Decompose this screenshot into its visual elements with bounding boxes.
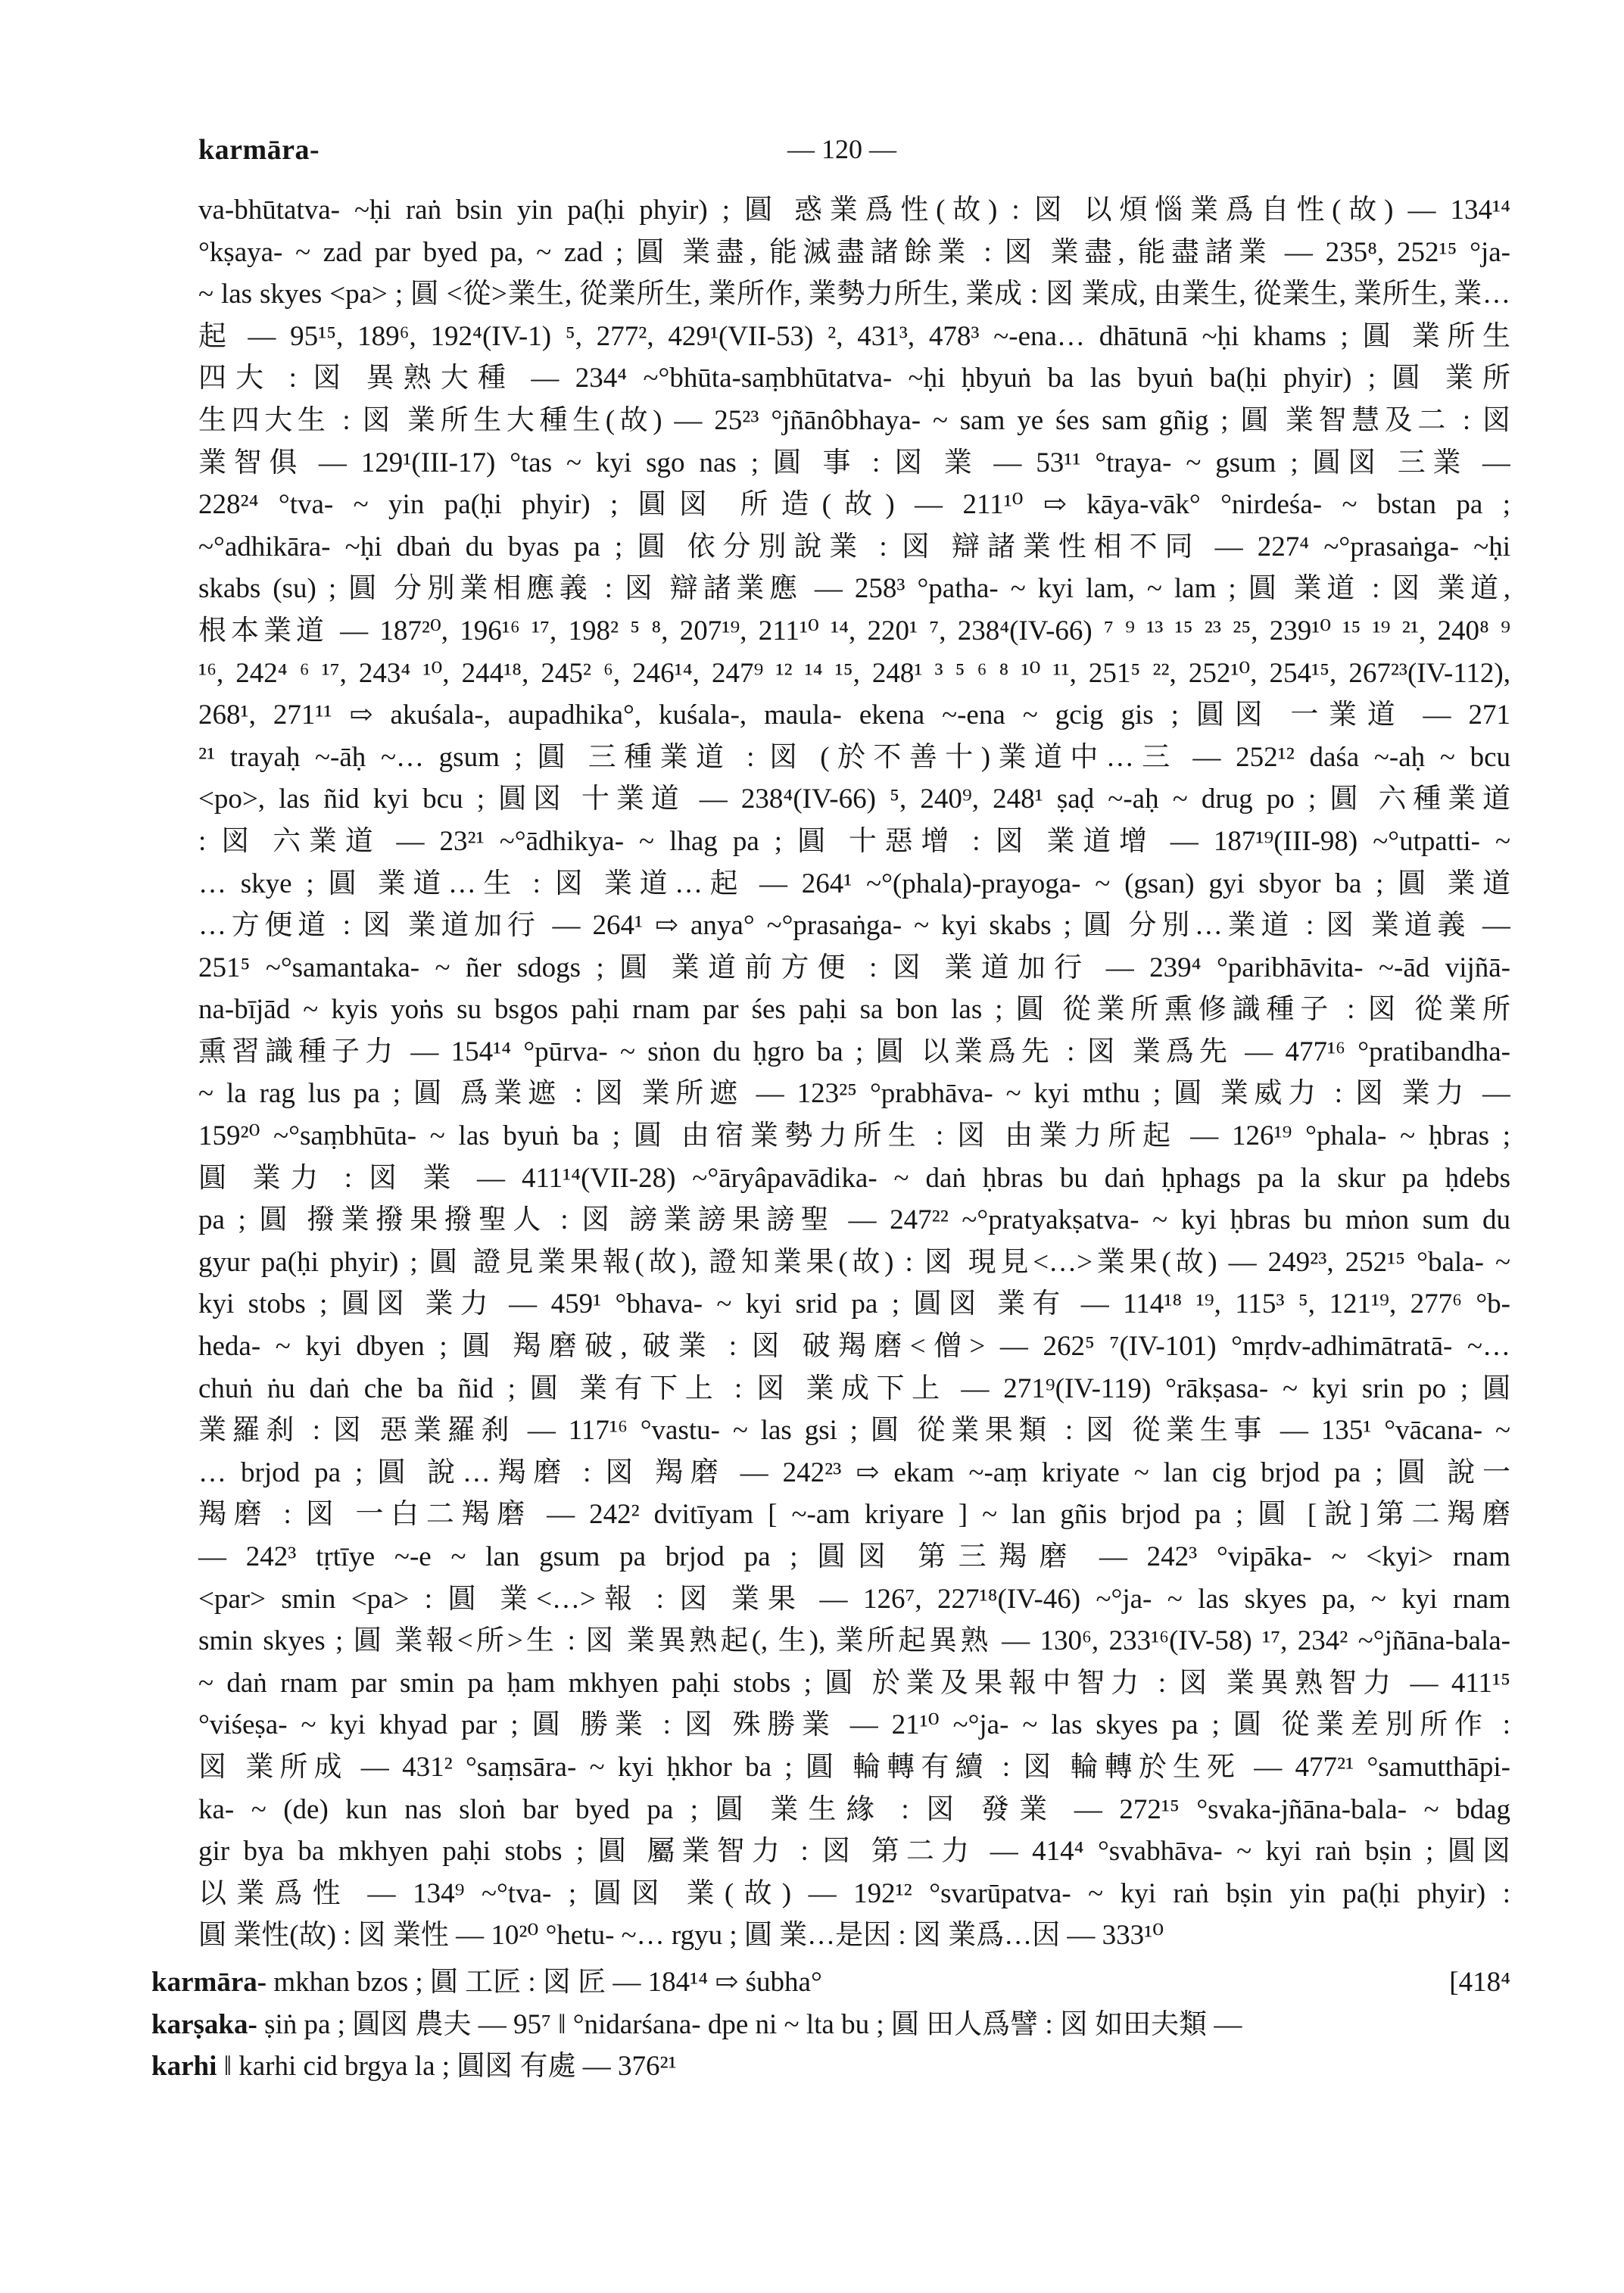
entry-line: 四大 : 図 異熟大種 — 234⁴ ~°bhūta-saṃbhūtatva- ~ḥi ḥbyuṅ ba las byuṅ ba(ḥi phyir) ; 圓 業所 bbox=[198, 363, 1510, 394]
entry-line: va-bhūtatva- ~ḥi raṅ bsin yin pa(ḥi phyir) ; 圓 惑業爲性(故) : 図 以煩惱業爲自性(故) — 134¹⁴ bbox=[198, 195, 1510, 226]
entry-karsaka bbox=[151, 2004, 1510, 2046]
entry-headword: karmāra- bbox=[151, 1966, 267, 1998]
running-headword: karmāra- bbox=[198, 134, 320, 166]
entry-line: … brjod pa ; 圓 說…羯磨 : 図 羯磨 — 242²³ ⇨ ekam ~-aṃ kriyate ~ lan cig brjod pa ; 圓 說一 bbox=[198, 1456, 1510, 1488]
entry-line: 圓 業性(故) : 図 業性 — 10²⁰ °hetu- ~… rgyu ; 圓 業…是因 : 図 業爲…因 — 333¹⁰ bbox=[198, 1920, 1164, 1952]
entry-line: 生四大生 : 図 業所生大種生(故) — 25²³ °jñānôbhaya- ~ sam ye śes sam gñig ; 圓 業智慧及二 : 図 bbox=[198, 404, 1510, 436]
entry-line: …方便道 : 図 業道加行 — 264¹ ⇨ anya° ~°prasaṅga- ~ kyi skabs ; 圓 分別…業道 : 図 業道義 — bbox=[198, 910, 1510, 942]
entry-line: 圓 業力 : 図 業 — 411¹⁴(VII-28) ~°āryâpavādika- ~ daṅ ḥbras bu daṅ ḥphags pa la skur pa ḥdebs bbox=[198, 1162, 1510, 1194]
entry-headword: karṣaka- bbox=[151, 2008, 257, 2040]
entry-line: 業智俱 — 129¹(III-17) °tas ~ kyi sgo nas ; 圓 事 : 図 業 — 53¹¹ °traya- ~ gsum ; 圓図 三業 — bbox=[198, 447, 1510, 478]
entry-line: 228²⁴ °tva- ~ yin pa(ḥi phyir) ; 圓図 所造(故) — 211¹⁰ ⇨ kāya-vāk° °nirdeśa- ~ bstan pa ; bbox=[198, 489, 1510, 521]
entry-line: 起 — 95¹⁵, 189⁶, 192⁴(IV-1) ⁵, 277², 429¹(VII-53) ², 431³, 478³ ~-ena… dhātunā ~ḥi khams ; 圓 業所生 bbox=[198, 320, 1510, 352]
entry-line: pa ; 圓 撥業撥果撥聖人 : 図 謗業謗果謗聖 — 247²² ~°pratyakṣatva- ~ kyi ḥbras bu mṅon sum du bbox=[198, 1204, 1510, 1236]
entry-karmara bbox=[151, 1961, 1510, 2004]
entry-line: ~ las skyes <pa> ; 圓 <從>業生, 從業所生, 業所作, 業勢力所生, 業成 : 図 業成, 由業生, 從業生, 業所生, 業… bbox=[198, 279, 1510, 310]
entry-line: ²¹ trayaḥ ~-āḥ ~… gsum ; 圓 三種業道 : 図 (於不善十)業道中…三 — 252¹² daśa ~-aḥ ~ bcu bbox=[198, 741, 1510, 773]
entry-line: 159²⁰ ~°saṃbhūta- ~ las byuṅ ba ; 圓 由宿業勢力所生 : 図 由業力所起 — 126¹⁹ °phala- ~ ḥbras ; bbox=[198, 1120, 1510, 1152]
entry-line: <par> smin <pa> : 圓 業<…>報 : 図 業果 — 126⁷, 227¹⁸(IV-46) ~°ja- ~ las skyes pa, ~ kyi rnam bbox=[198, 1583, 1510, 1615]
entry-line: ¹⁶, 242⁴ ⁶ ¹⁷, 243⁴ ¹⁰, 244¹⁸, 245² ⁶, 246¹⁴, 247⁹ ¹² ¹⁴ ¹⁵, 248¹ ³ ⁵ ⁶ ⁸ ¹⁰ ¹¹, 251⁵ ²², 252¹⁰, 254¹⁵, 267²³(IV-112), bbox=[198, 657, 1510, 689]
entry-text: mkhan bzos ; 圓 工匠 : 図 匠 — 184¹⁴ ⇨ śubha° bbox=[273, 1966, 822, 1998]
entry-text: ‖ karhi cid brgya la ; 圓図 有處 — 376²¹ bbox=[223, 2051, 677, 2083]
entry-line: 以業爲性 — 134⁹ ~°tva- ; 圓図 業(故) — 192¹² °svarūpatva- ~ kyi raṅ bṣin yin pa(ḥi phyir) : bbox=[198, 1877, 1510, 1909]
entry-line: 根本業道 — 187²⁰, 196¹⁶ ¹⁷, 198² ⁵ ⁸, 207¹⁹, 211¹⁰ ¹⁴, 220¹ ⁷, 238⁴(IV-66) ⁷ ⁹ ¹³ ¹⁵ ²³ ²⁵, 239¹⁰ ¹⁵ ¹⁹ ²¹, 240⁸ ⁹ bbox=[198, 615, 1510, 646]
entry-text: ṣiṅ pa ; 圓図 農夫 — 95⁷ ‖ °nidarśana- dpe ni ~ lta bu ; 圓 田人爲譬 : 図 如田夫類 — bbox=[264, 2008, 1242, 2040]
entry-line: … skye ; 圓 業道…生 : 図 業道…起 — 264¹ ~°(phala)-prayoga- ~ (gsan) gyi sbyor ba ; 圓 業道 bbox=[198, 868, 1510, 899]
entry-line: heda- ~ kyi dbyen ; 圓 羯磨破, 破業 : 図 破羯磨<僧> — 262⁵ ⁷(IV-101) °mṛdv-adhimātratā- ~… bbox=[198, 1331, 1510, 1363]
entry-line: ~ daṅ rnam par smin pa ḥam mkhyen paḥi stobs ; 圓 於業及果報中智力 : 図 業異熟智力 — 411¹⁵ bbox=[198, 1667, 1510, 1699]
entry-line: gir bya ba mkhyen paḥi stobs ; 圓 屬業智力 : 図 第二力 — 414⁴ °svabhāva- ~ kyi raṅ bṣin ; 圓図 bbox=[198, 1836, 1510, 1868]
entry-line: ka- ~ (de) kun nas sloṅ bar byed pa ; 圓 業生緣 : 図 發業 — 272¹⁵ °svaka-jñāna-bala- ~ bdag bbox=[198, 1793, 1510, 1825]
entry-line: skabs (su) ; 圓 分別業相應義 : 図 辯諸業應 — 258³ °patha- ~ kyi lam, ~ lam ; 圓 業道 : 図 業道, bbox=[198, 573, 1510, 605]
entry-line: ~°adhikāra- ~ḥi dbaṅ du byas pa ; 圓 依分別說業 : 図 辯諸業性相不同 — 227⁴ ~°prasaṅga- ~ḥi bbox=[198, 531, 1510, 562]
entry-line: ~ la rag lus pa ; 圓 爲業遮 : 図 業所遮 — 123²⁵ °prabhāva- ~ kyi mthu ; 圓 業威力 : 図 業力 — bbox=[198, 1078, 1510, 1110]
entry-line: 図 業所成 — 431² °saṃsāra- ~ kyi ḥkhor ba ; 圓 輪轉有續 : 図 輪轉於生死 — 477²¹ °samutthāpi- bbox=[198, 1751, 1510, 1783]
entry-karhi bbox=[151, 2045, 1510, 2088]
entry-line: <po>, las ñid kyi bcu ; 圓図 十業道 — 238⁴(IV-66) ⁵, 240⁹, 248¹ ṣaḍ ~-aḥ ~ drug po ; 圓 六種業道 bbox=[198, 784, 1510, 815]
entry-line: °kṣaya- ~ zad par byed pa, ~ zad ; 圓 業盡, 能滅盡諸餘業 : 図 業盡, 能盡諸業 — 235⁸, 252¹⁵ °ja- bbox=[198, 236, 1510, 268]
entry-line: smin skyes ; 圓 業報<所>生 : 図 業異熟起(, 生), 業所起異熟 — 130⁶, 233¹⁶(IV-58) ¹⁷, 234² ~°jñāna-bala- bbox=[198, 1625, 1510, 1657]
entry-line: 羯磨 : 図 一白二羯磨 — 242² dvitīyam [ ~-am kriyare ] ~ lan gñis brjod pa ; 圓 [說]第二羯磨 bbox=[198, 1499, 1510, 1531]
entry-line: 業羅刹 : 図 惡業羅刹 — 117¹⁶ °vastu- ~ las gsi ; 圓 從業果類 : 図 從業生事 — 135¹ °vācana- ~ bbox=[198, 1415, 1510, 1447]
entry-line: : 図 六業道 — 23²¹ ~°ādhikya- ~ lhag pa ; 圓 十惡增 : 図 業道增 — 187¹⁹(III-98) ~°utpatti- ~ bbox=[198, 825, 1510, 857]
entry-line: chuṅ ṅu daṅ che ba ñid ; 圓 業有下上 : 図 業成下上 — 271⁹(IV-119) °rākṣasa- ~ kyi srin po ; 圓 bbox=[198, 1372, 1510, 1404]
entry-line: na-bījād ~ kyis yoṅs su bsgos paḥi rnam par śes paḥi sa bon las ; 圓 從業所熏修識種子 : 図 從業所 bbox=[198, 994, 1510, 1026]
entry-headword: karhi bbox=[151, 2051, 217, 2083]
entry-line: 268¹, 271¹¹ ⇨ akuśala-, aupadhika°, kuśala-, maula- ekena ~-ena ~ gcig gis ; 圓図 一業道 — 271 bbox=[198, 699, 1510, 731]
entry-line: 熏習識種子力 — 154¹⁴ °pūrva- ~ sṅon du ḥgro ba ; 圓 以業爲先 : 図 業爲先 — 477¹⁶ °pratibandha- bbox=[198, 1036, 1510, 1067]
page-number: — 120 — bbox=[787, 134, 896, 164]
entry-line: °viśeṣa- ~ kyi khyad par ; 圓 勝業 : 図 殊勝業 — 21¹⁰ ~°ja- ~ las skyes pa ; 圓 從業差別所作 : bbox=[198, 1709, 1510, 1741]
entry-line: 251⁵ ~°samantaka- ~ ñer sdogs ; 圓 業道前方便 : 図 業道加行 — 239⁴ °paribhāvita- ~-ād vijñā- bbox=[198, 952, 1510, 983]
entry-line: kyi stobs ; 圓図 業力 — 459¹ °bhava- ~ kyi srid pa ; 圓図 業有 — 114¹⁸ ¹⁹, 115³ ⁵, 121¹⁹, 277⁶ °b- bbox=[198, 1288, 1510, 1320]
entry-body bbox=[151, 189, 1510, 2088]
entry-line: — 242³ tṛtīye ~-e ~ lan gsum pa brjod pa ; 圓図 第三羯磨 — 242³ °vipāka- ~ <kyi> rnam bbox=[198, 1541, 1510, 1572]
right-reference: [418⁴ bbox=[1449, 1966, 1510, 1998]
entry-line: gyur pa(ḥi phyir) ; 圓 證見業果報(故), 證知業果(故) : 図 現見<…>業果(故) — 249²³, 252¹⁵ °bala- ~ bbox=[198, 1246, 1510, 1278]
